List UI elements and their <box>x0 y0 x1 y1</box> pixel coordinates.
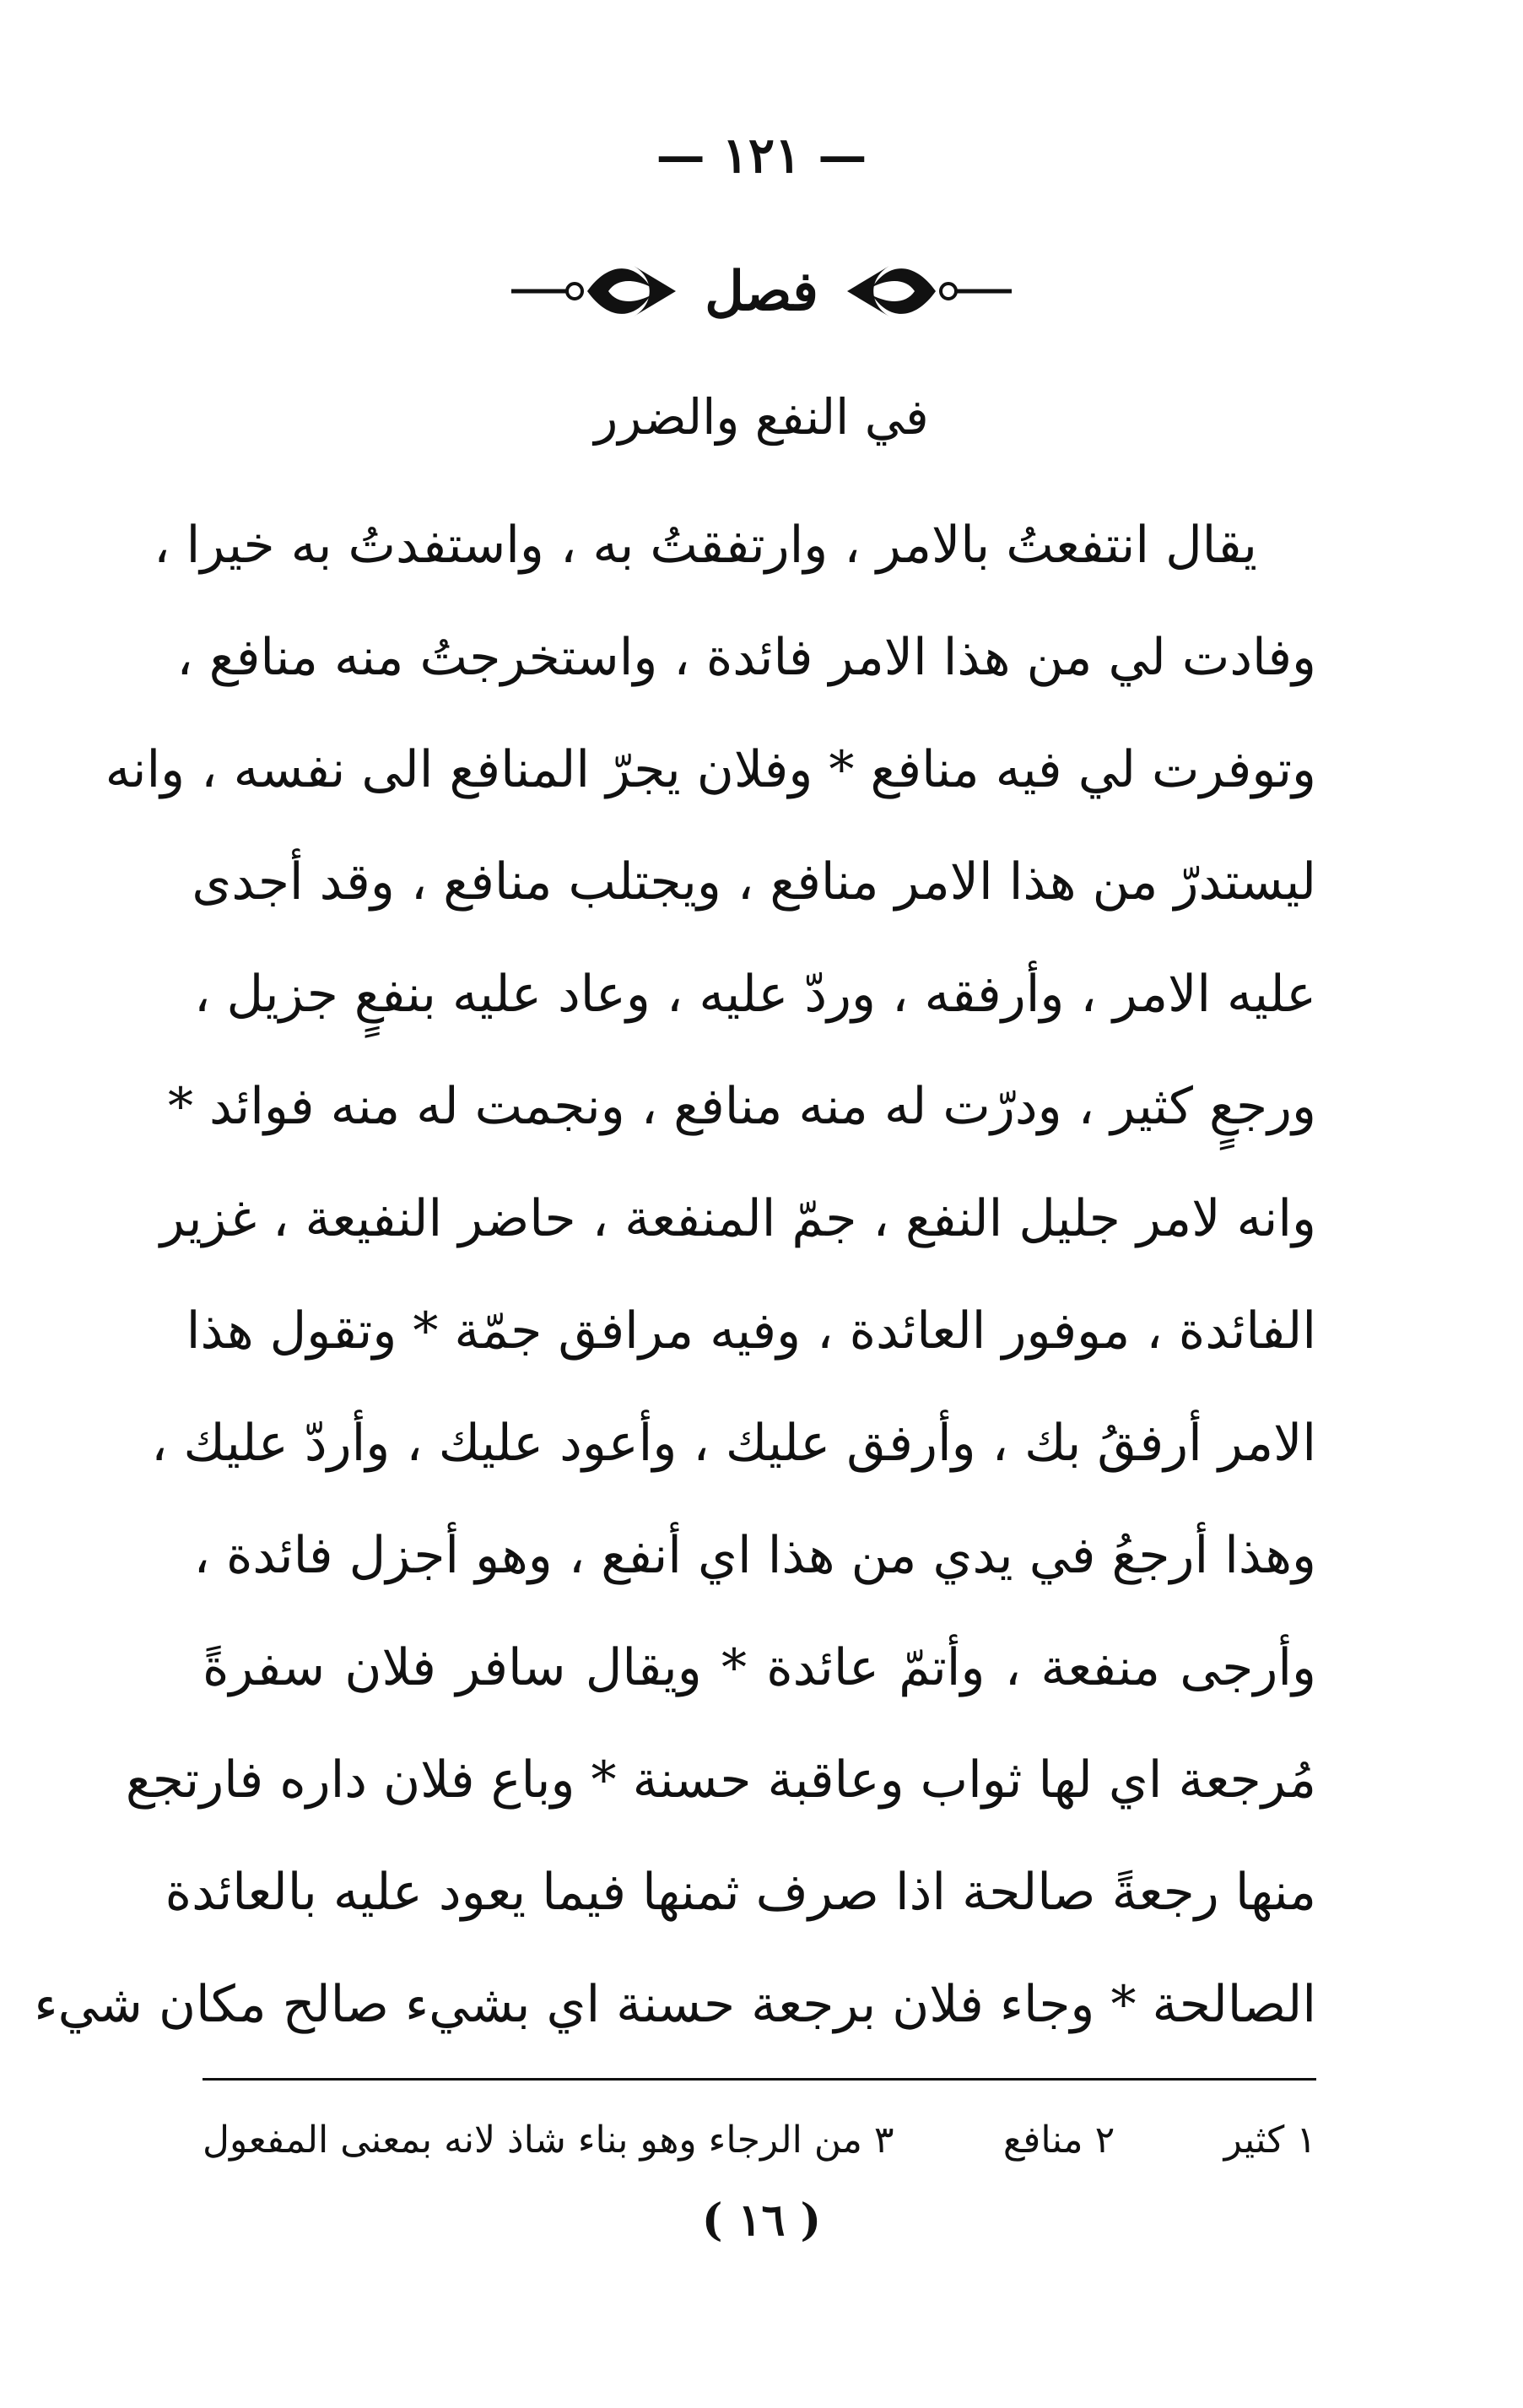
text-line: وهذا أرجعُ في يدي من هذا اي أنفع ، وهو أجزل فائدة ، <box>193 1526 1316 1585</box>
body-text <box>34 490 1316 2061</box>
section-subtitle: في النفع والضرر <box>594 388 929 446</box>
text-line: مُرجعة اي لها ثواب وعاقبة حسنة * وباع فلان داره فارتجع <box>125 1751 1316 1810</box>
text-line: الصالحة * وجاء فلان برجعة حسنة اي بشيء صالح مكان شيء <box>34 1975 1316 2034</box>
footnote-3: ٣ من الرجاء وهو بناء شاذ لانه بمعنى المفعول <box>203 2118 894 2162</box>
text-line: الفائدة ، موفور العائدة ، وفيه مرافق جمّة * وتقول هذا <box>186 1301 1316 1361</box>
chapter-title: فصل <box>705 259 818 323</box>
footnote-2: ٢ منافع <box>1002 2118 1115 2162</box>
text-line: ورجعٍ كثير ، ودرّت له منه منافع ، ونجمت له منه فوائد * <box>167 1077 1316 1136</box>
signature-mark: ( ١٦ ) <box>701 2194 822 2246</box>
text-line: ليستدرّ من هذا الامر منافع ، ويجتلب منافع ، وقد أجدى <box>192 852 1316 912</box>
text-line: وتوفرت لي فيه منافع * وفلان يجرّ المنافع الى نفسه ، وانه <box>105 740 1316 799</box>
text-line: عليه الامر ، وأرفقه ، وردّ عليه ، وعاد عليه بنفعٍ جزيل ، <box>194 965 1316 1024</box>
text-line: منها رجعةً صالحة اذا صرف ثمنها فيما يعود عليه بالعائدة <box>165 1863 1316 1922</box>
text-line: الامر أرفقُ بك ، وأرفق عليك ، وأعود عليك ، وأردّ عليك ، <box>151 1414 1316 1473</box>
text-line: وانه لامر جليل النفع ، جمّ المنفعة ، حاضر النفيعة ، غزير <box>159 1189 1316 1248</box>
left-ornament-icon <box>507 253 684 329</box>
footnote-1: ١ كثير <box>1223 2118 1316 2162</box>
right-ornament-icon <box>839 253 1016 329</box>
page-number: — ١٢١ — <box>656 127 867 184</box>
text-line: وأرجى منفعة ، وأتمّ عائدة * ويقال سافر فلان سفرةً <box>203 1638 1316 1697</box>
footnotes <box>203 2118 1316 2162</box>
text-line: يقال انتفعتُ بالامر ، وارتفقتُ به ، واستفدتُ به خيرا ، <box>154 516 1257 575</box>
text-line: وفادت لي من هذا الامر فائدة ، واستخرجتُ منه منافع ، <box>176 628 1316 687</box>
chapter-heading <box>0 253 1523 329</box>
footnote-divider <box>203 2078 1316 2081</box>
